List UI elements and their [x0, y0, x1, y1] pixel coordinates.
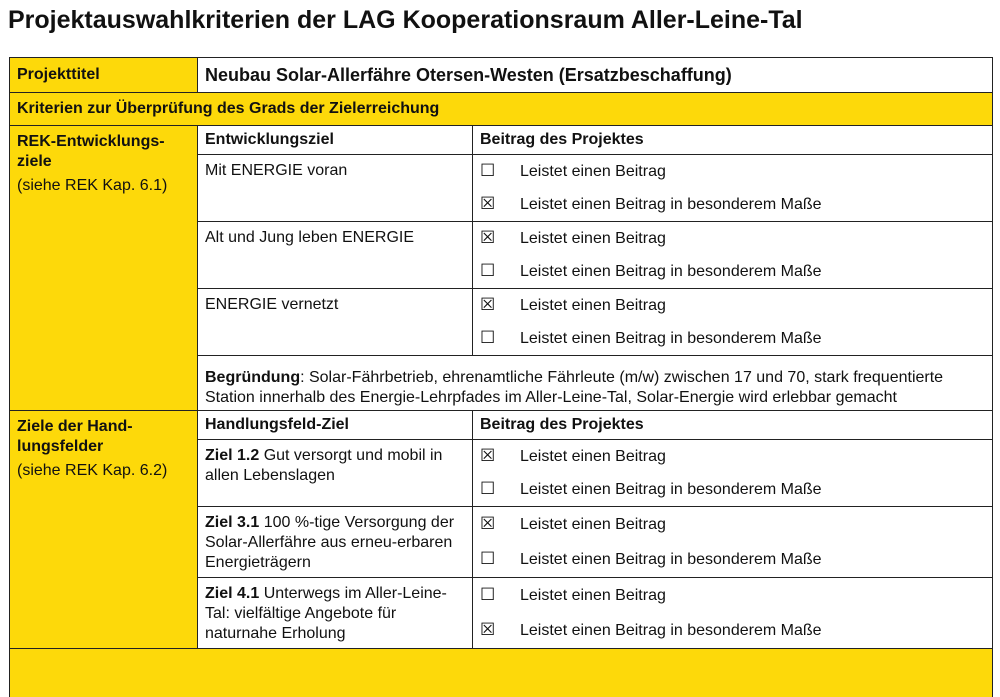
reason-label: Begründung	[205, 369, 300, 386]
rek-header-row	[10, 126, 993, 155]
fields-goal-2-option-1[interactable]	[473, 507, 993, 543]
rek-col-contribution: Beitrag des Projektes	[473, 126, 993, 155]
fields-label-line2: lungsfelder	[17, 437, 190, 457]
checkbox-icon[interactable]: ☐	[480, 479, 520, 499]
checkbox-icon[interactable]: ☐	[480, 585, 520, 605]
goal-name: Unterwegs im Aller-Leine-Tal: vielfältige Angebote für naturnahe Erholung	[205, 585, 447, 642]
option-label: Leistet einen Beitrag	[520, 297, 666, 314]
fields-goal-1	[198, 440, 473, 507]
section-header: Kriterien zur Überprüfung des Grads der Zielerreichung	[10, 93, 993, 126]
rek-label-line1: REK-Entwicklungs-	[17, 132, 190, 152]
rek-section-label	[10, 126, 198, 411]
fields-col-goal: Handlungsfeld-Ziel	[198, 411, 473, 440]
bottom-strip-row	[10, 649, 993, 697]
goal-id: Ziel 4.1	[205, 585, 259, 602]
fields-goal-3	[198, 578, 473, 649]
fields-goal-3-option-2[interactable]	[473, 613, 993, 649]
option-label: Leistet einen Beitrag in besonderem Maße	[520, 551, 822, 568]
fields-col-contribution: Beitrag des Projektes	[473, 411, 993, 440]
rek-col-goal: Entwicklungsziel	[198, 126, 473, 155]
checkbox-icon[interactable]: ☒	[480, 228, 520, 248]
fields-label-line1: Ziele der Hand-	[17, 417, 190, 437]
fields-goal-3-option-1[interactable]	[473, 578, 993, 614]
option-label: Leistet einen Beitrag	[520, 516, 666, 533]
rek-goal-3: ENERGIE vernetzt	[198, 289, 473, 356]
checkbox-icon[interactable]: ☒	[480, 514, 520, 534]
checkbox-icon[interactable]: ☒	[480, 194, 520, 214]
option-label: Leistet einen Beitrag in besonderem Maße	[520, 481, 822, 498]
rek-goal-2: Alt und Jung leben ENERGIE	[198, 222, 473, 289]
project-title: Neubau Solar-Allerfähre Otersen-Westen (Ersatzbeschaffung)	[198, 58, 993, 93]
fields-header-row	[10, 411, 993, 440]
checkbox-icon[interactable]: ☐	[480, 549, 520, 569]
project-row	[10, 58, 993, 93]
criteria-table	[9, 57, 993, 697]
checkbox-icon[interactable]: ☒	[480, 295, 520, 315]
option-label: Leistet einen Beitrag in besonderem Maße	[520, 196, 822, 213]
rek-goal-3-option-2[interactable]	[473, 322, 993, 356]
option-label: Leistet einen Beitrag in besonderem Maße	[520, 263, 822, 280]
rek-label-line2: ziele	[17, 152, 190, 172]
checkbox-icon[interactable]: ☐	[480, 328, 520, 348]
goal-id: Ziel 1.2	[205, 447, 259, 464]
rek-goal-2-option-1[interactable]	[473, 222, 993, 256]
rek-goal-1: Mit ENERGIE voran	[198, 155, 473, 222]
rek-goal-2-option-2[interactable]	[473, 255, 993, 289]
rek-goal-1-option-1[interactable]	[473, 155, 993, 189]
option-label: Leistet einen Beitrag	[520, 163, 666, 180]
option-label: Leistet einen Beitrag	[520, 230, 666, 247]
reason-text: : Solar-Fährbetrieb, ehrenamtliche Fährleute (m/w) zwischen 17 und 70, stark frequentierte Station innerhalb des Energie-Lehrpfades im Aller-Leine-Tal, Solar-Energie wird erlebbar gemacht	[205, 369, 943, 406]
checkbox-icon[interactable]: ☐	[480, 161, 520, 181]
goal-name: 100 %-tige Versorgung der Solar-Allerfähre aus erneu-erbaren Energieträgern	[205, 514, 454, 571]
fields-reference: (siehe REK Kap. 6.2)	[17, 461, 190, 481]
bottom-strip	[10, 649, 993, 697]
checkbox-icon[interactable]: ☒	[480, 620, 520, 640]
fields-goal-1-option-1[interactable]	[473, 440, 993, 474]
page-title: Projektauswahlkriterien der LAG Kooperationsraum Aller-Leine-Tal	[8, 6, 803, 35]
fields-section-label	[10, 411, 198, 649]
fields-goal-2	[198, 507, 473, 578]
option-label: Leistet einen Beitrag in besonderem Maße	[520, 622, 822, 639]
goal-id: Ziel 3.1	[205, 514, 259, 531]
fields-goal-2-option-2[interactable]	[473, 542, 993, 578]
checkbox-icon[interactable]: ☒	[480, 446, 520, 466]
fields-goal-1-option-2[interactable]	[473, 473, 993, 507]
rek-goal-3-option-1[interactable]	[473, 289, 993, 323]
checkbox-icon[interactable]: ☐	[480, 261, 520, 281]
project-label: Projekttitel	[10, 58, 198, 93]
rek-reference: (siehe REK Kap. 6.1)	[17, 176, 190, 196]
section-header-row	[10, 93, 993, 126]
option-label: Leistet einen Beitrag	[520, 587, 666, 604]
rek-goal-1-option-2[interactable]	[473, 188, 993, 222]
goal-name: Gut versorgt und mobil in allen Lebenslagen	[205, 447, 442, 484]
rek-reason	[198, 356, 993, 411]
option-label: Leistet einen Beitrag in besonderem Maße	[520, 330, 822, 347]
option-label: Leistet einen Beitrag	[520, 448, 666, 465]
